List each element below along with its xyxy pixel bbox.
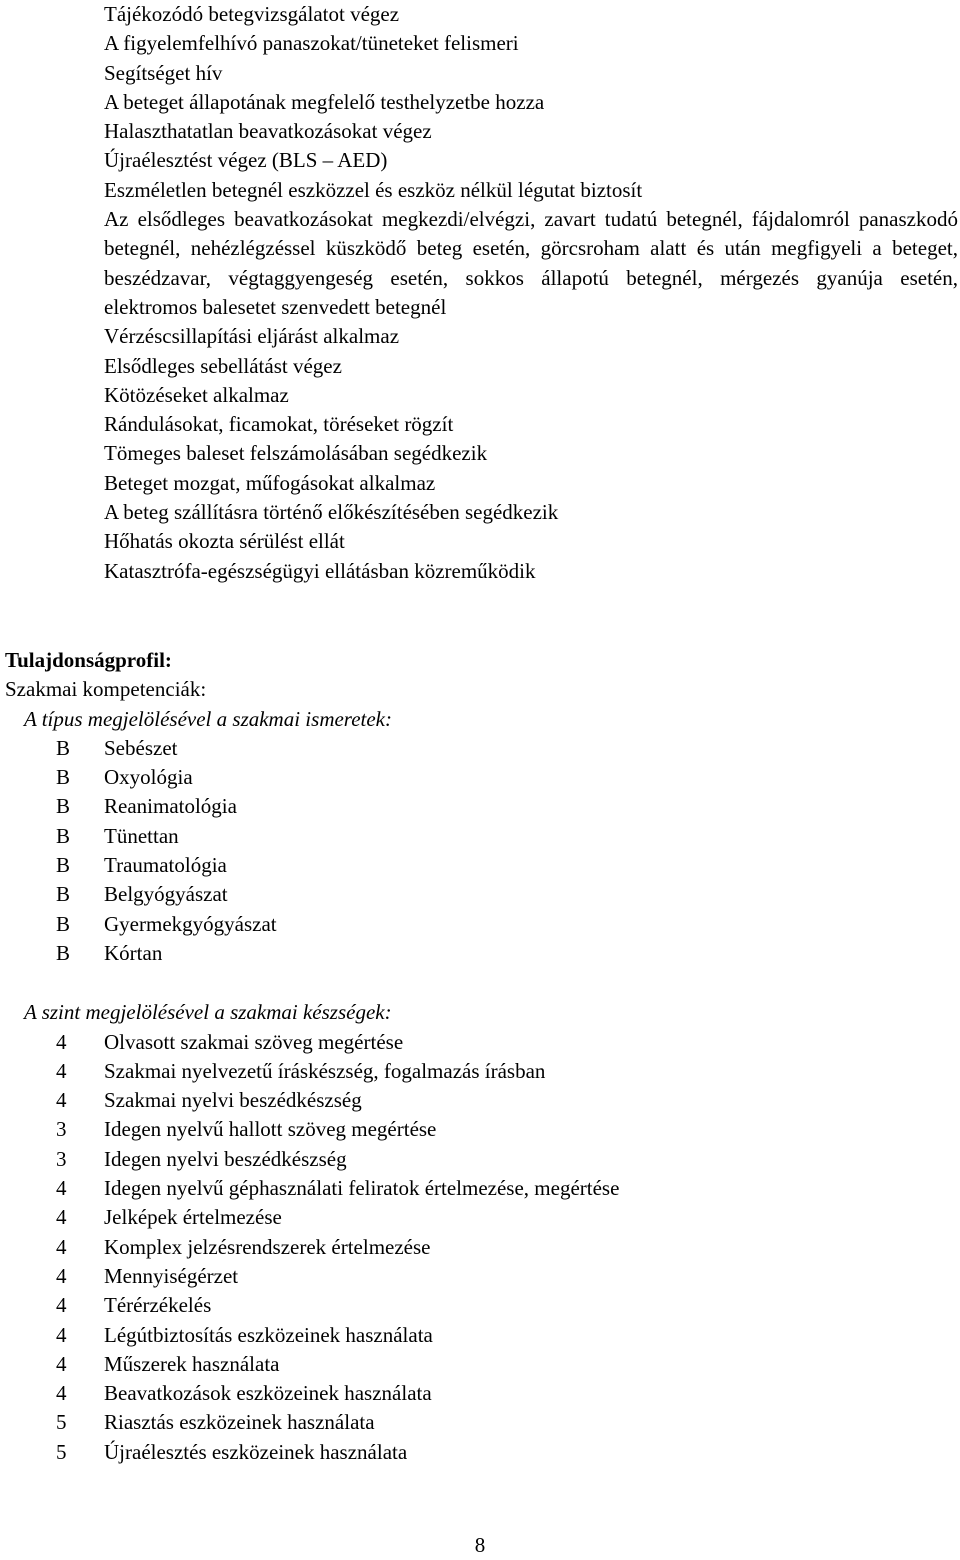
skill-row: [5, 1350, 955, 1379]
skill-label: Szakmai nyelvezetű íráskészség, fogalmazás írásban: [104, 1058, 546, 1083]
task-item: Az elsődleges beavatkozásokat megkezdi/elvégzi, zavart tudatú betegnél, fájdalomról panaszkodó betegnél, nehézlégzéssel küszködő beteg esetén, görcsroham alatt és után megfigyeli a beteget, beszédzavar, végtaggyengeség esetén, sokkos állapotú betegnél, mérgezés gyanúja esetén, elektromos balesetet szenvedett betegnél: [104, 207, 958, 319]
knowledge-list: [5, 734, 955, 968]
skill-label: Térérzékelés: [104, 1293, 212, 1318]
skill-label: Idegen nyelvű géphasználati feliratok értelmezése, megértése: [104, 1176, 620, 1201]
skill-level: 4: [56, 1029, 67, 1054]
knowledge-type: B: [56, 735, 71, 760]
knowledge-row: [5, 880, 955, 909]
skill-row: [5, 1233, 955, 1262]
skill-level: 5: [56, 1410, 67, 1435]
knowledge-type: B: [56, 794, 71, 819]
task-item: Eszméletlen betegnél eszközzel és eszköz nélkül légutat biztosít: [104, 177, 643, 202]
skill-label: Beavatkozások eszközeinek használata: [104, 1381, 432, 1406]
task-item: Rándulásokat, ficamokat, töréseket rögzít: [104, 412, 454, 437]
skill-label: Mennyiségérzet: [104, 1263, 239, 1288]
page-number: 8: [474, 1533, 486, 1557]
skill-row: [5, 1145, 955, 1174]
task-item: Tömeges baleset felszámolásában segédkezik: [104, 441, 488, 466]
skill-label: Riasztás eszközeinek használata: [104, 1410, 375, 1435]
skill-level: 4: [56, 1234, 67, 1259]
task-item: Elsődleges sebellátást végez: [104, 353, 342, 378]
spacer: [5, 968, 955, 998]
section-heading: Tulajdonságprofil:: [5, 648, 172, 672]
knowledge-type: B: [56, 911, 71, 936]
skill-row: [5, 1174, 955, 1203]
skill-label: Olvasott szakmai szöveg megértése: [104, 1029, 404, 1054]
skill-row: [5, 1379, 955, 1408]
task-item: Újraélesztést végez (BLS – AED): [104, 148, 388, 173]
skill-row: [5, 1408, 955, 1437]
skill-level: 3: [56, 1117, 67, 1142]
skill-label: Szakmai nyelvi beszédkészség: [104, 1088, 362, 1113]
task-item: A beteget állapotának megfelelő testhelyzetbe hozza: [104, 89, 545, 114]
knowledge-label: Sebészet: [104, 735, 178, 760]
task-item: Tájékozódó betegvizsgálatot végez: [104, 2, 400, 26]
section-subheading: Szakmai kompetenciák:: [5, 677, 207, 702]
skill-row: [5, 1057, 955, 1086]
knowledge-row: [5, 939, 955, 968]
skill-label: Műszerek használata: [104, 1351, 280, 1376]
skill-row: [5, 1115, 955, 1144]
task-item: Hőhatás okozta sérülést ellát: [104, 529, 345, 554]
skill-label: Idegen nyelvi beszédkészség: [104, 1146, 347, 1171]
knowledge-label: Traumatológia: [104, 853, 227, 878]
skill-row: [5, 1438, 955, 1467]
knowledge-row: [5, 910, 955, 939]
knowledge-row: [5, 792, 955, 821]
knowledge-row: [5, 734, 955, 763]
skill-row: [5, 1086, 955, 1115]
skill-row: [5, 1291, 955, 1320]
skills-title: A szint megjelölésével a szakmai készségek:: [24, 1000, 392, 1025]
task-item: A beteg szállításra történő előkészítésében segédkezik: [104, 500, 559, 525]
knowledge-type: B: [56, 940, 71, 965]
skill-row: [5, 1203, 955, 1232]
task-item: Kötözéseket alkalmaz: [104, 382, 289, 407]
knowledge-row: [5, 822, 955, 851]
knowledge-type: B: [56, 823, 71, 848]
task-item: Vérzéscsillapítási eljárást alkalmaz: [104, 324, 400, 349]
skill-level: 4: [56, 1381, 67, 1406]
skill-level: 3: [56, 1146, 67, 1171]
skill-level: 4: [56, 1351, 67, 1376]
knowledge-label: Oxyológia: [104, 765, 193, 790]
task-item: A figyelemfelhívó panaszokat/tüneteket felismeri: [104, 31, 519, 56]
knowledge-row: [5, 851, 955, 880]
skill-label: Jelképek értelmezése: [104, 1205, 282, 1230]
skill-level: 4: [56, 1205, 67, 1230]
skills-list: [5, 1028, 955, 1467]
skill-row: [5, 1321, 955, 1350]
skill-label: Idegen nyelvű hallott szöveg megértése: [104, 1117, 437, 1142]
task-item: Katasztrófa-egészségügyi ellátásban közreműködik: [104, 558, 536, 583]
knowledge-type: B: [56, 765, 71, 790]
knowledge-type: B: [56, 882, 71, 907]
skill-label: Légútbiztosítás eszközeinek használata: [104, 1322, 433, 1347]
skill-level: 4: [56, 1088, 67, 1113]
skill-label: Újraélesztés eszközeinek használata: [104, 1439, 408, 1464]
knowledge-type: B: [56, 853, 71, 878]
knowledge-label: Kórtan: [104, 940, 163, 965]
skill-level: 4: [56, 1322, 67, 1347]
skill-level: 4: [56, 1176, 67, 1201]
knowledge-label: Gyermekgyógyászat: [104, 911, 277, 936]
knowledge-label: Tünettan: [104, 823, 179, 848]
skill-label: Komplex jelzésrendszerek értelmezése: [104, 1234, 431, 1259]
task-list: [104, 0, 958, 586]
knowledge-row: [5, 763, 955, 792]
knowledge-title: A típus megjelölésével a szakmai ismeretek:: [24, 706, 392, 731]
skill-level: 4: [56, 1058, 67, 1083]
knowledge-label: Reanimatológia: [104, 794, 237, 819]
skill-row: [5, 1262, 955, 1291]
property-profile-section: [5, 646, 955, 1467]
task-item: Halaszthatatlan beavatkozásokat végez: [104, 119, 432, 144]
task-item: Segítséget hív: [104, 60, 223, 85]
task-item: Beteget mozgat, műfogásokat alkalmaz: [104, 470, 436, 495]
skill-level: 4: [56, 1293, 67, 1318]
skill-level: 4: [56, 1263, 67, 1288]
skill-row: [5, 1028, 955, 1057]
skill-level: 5: [56, 1439, 67, 1464]
knowledge-label: Belgyógyászat: [104, 882, 228, 907]
